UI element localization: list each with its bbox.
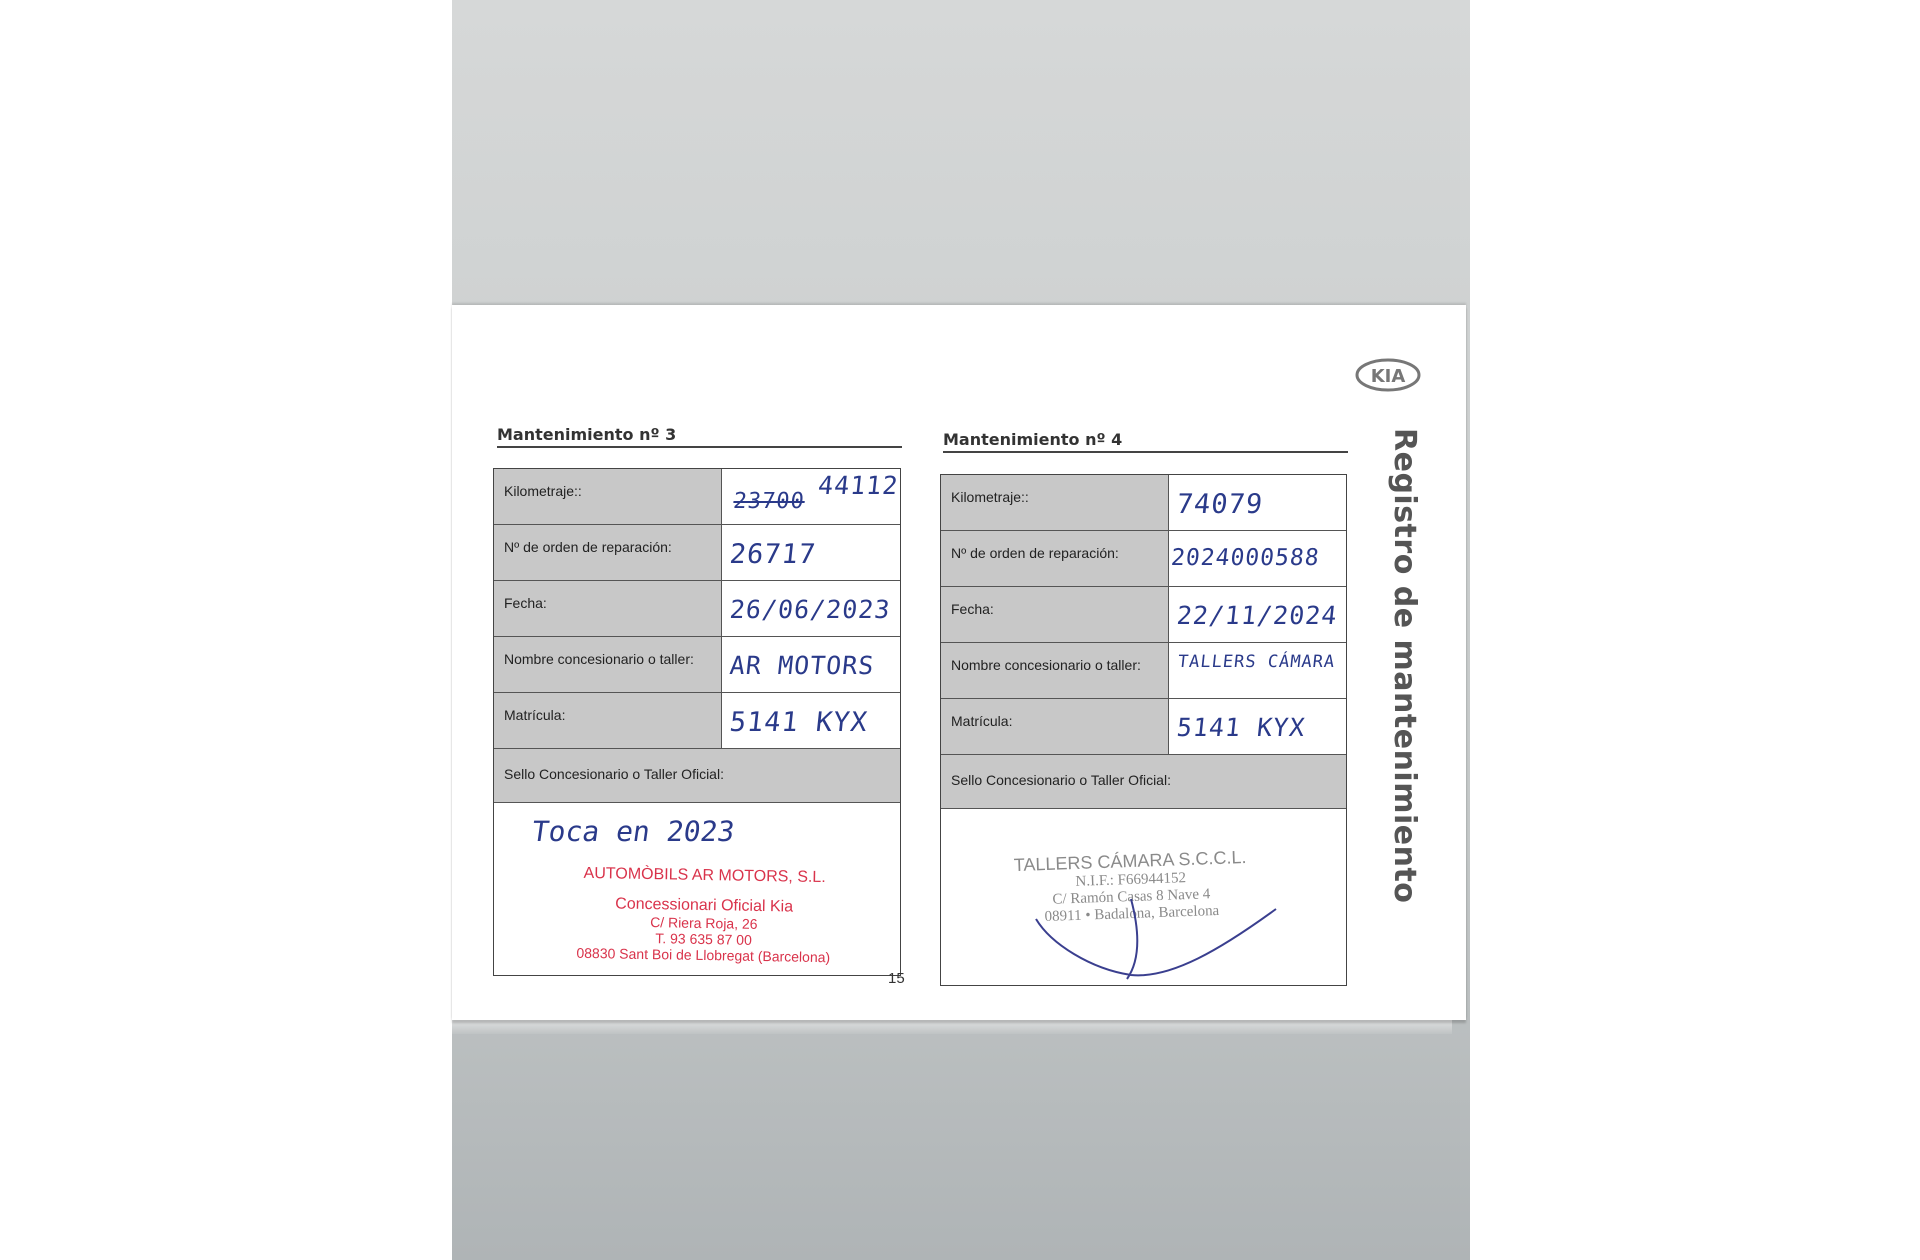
label-plate: Matrícula: — [941, 699, 1169, 754]
row-plate — [494, 693, 900, 749]
label-kilometraje: Kilometraje:: — [941, 475, 1169, 530]
maintenance-4-form — [940, 474, 1347, 986]
value-plate: 5141 KYX — [1175, 713, 1307, 742]
row-dealer — [941, 643, 1346, 699]
value-order: 26717 — [728, 539, 818, 570]
stamp-subtitle: Concessionari Oficial Kia — [615, 895, 794, 916]
row-plate — [941, 699, 1346, 755]
maintenance-3-form — [493, 468, 901, 976]
value-kilometraje: 74079 — [1175, 489, 1265, 520]
row-date — [494, 581, 900, 637]
stamp-city: 08830 Sant Boi de Llobregat (Barcelona) — [576, 944, 831, 966]
row-date — [941, 587, 1346, 643]
stamp-phone: T. 93 635 87 00 — [655, 930, 752, 948]
maintenance-4-title: Mantenimiento nº 4 — [943, 430, 1348, 453]
svg-text:KIA: KIA — [1370, 366, 1406, 387]
signature-scribble — [1031, 889, 1281, 984]
label-order: Nº de orden de reparación: — [941, 531, 1169, 586]
stamp-address: C/ Ramón Casas 8 Nave 4 — [1052, 886, 1211, 908]
km-value: 44112 — [816, 471, 900, 500]
value-kilometraje — [719, 469, 903, 524]
value-dealer: AR MOTORS — [728, 651, 876, 680]
seal-label: Sello Concesionario o Taller Oficial: — [494, 749, 900, 803]
crossed-out-km: 23700 — [732, 489, 807, 514]
value-date: 22/11/2024 — [1175, 601, 1339, 630]
row-order — [941, 531, 1346, 587]
value-date: 26/06/2023 — [728, 595, 892, 624]
page-vertical-title: Registro de mantenimiento — [1387, 428, 1422, 904]
value-dealer: TALLERS CÁMARA — [1176, 652, 1337, 672]
stamp-area — [494, 803, 900, 975]
stamp-city: 08911 • Badalona, Barcelona — [1044, 902, 1220, 926]
maintenance-3-title: Mantenimiento nº 3 — [497, 425, 902, 448]
stamp-name: TALLERS CÁMARA S.C.C.L. — [1013, 846, 1247, 876]
stamp-address: C/ Riera Roja, 26 — [650, 914, 758, 932]
stamp-name: AUTOMÒBILS AR MOTORS, S.L. — [583, 864, 826, 887]
dealer-stamp — [543, 864, 865, 966]
row-dealer — [494, 637, 900, 693]
row-order — [494, 525, 900, 581]
seal-label: Sello Concesionario o Taller Oficial: — [941, 755, 1346, 809]
row-kilometraje — [941, 475, 1346, 531]
kia-logo — [1355, 358, 1421, 392]
label-plate: Matrícula: — [494, 693, 722, 748]
stamp-nif: N.I.F.: F66944152 — [1075, 870, 1187, 890]
label-date: Fecha: — [494, 581, 722, 636]
row-kilometraje — [494, 469, 900, 525]
value-plate: 5141 KYX — [728, 707, 870, 738]
label-dealer: Nombre concesionario o taller: — [941, 643, 1169, 698]
label-kilometraje: Kilometraje:: — [494, 469, 722, 524]
label-dealer: Nombre concesionario o taller: — [494, 637, 722, 692]
page-number: 15 — [888, 970, 905, 987]
value-order: 2024000588 — [1169, 545, 1321, 571]
handwritten-note: Toca en 2023 — [529, 815, 737, 848]
label-date: Fecha: — [941, 587, 1169, 642]
label-order: Nº de orden de reparación: — [494, 525, 722, 580]
stamp-area — [941, 809, 1346, 985]
page-edge — [452, 1018, 1452, 1034]
